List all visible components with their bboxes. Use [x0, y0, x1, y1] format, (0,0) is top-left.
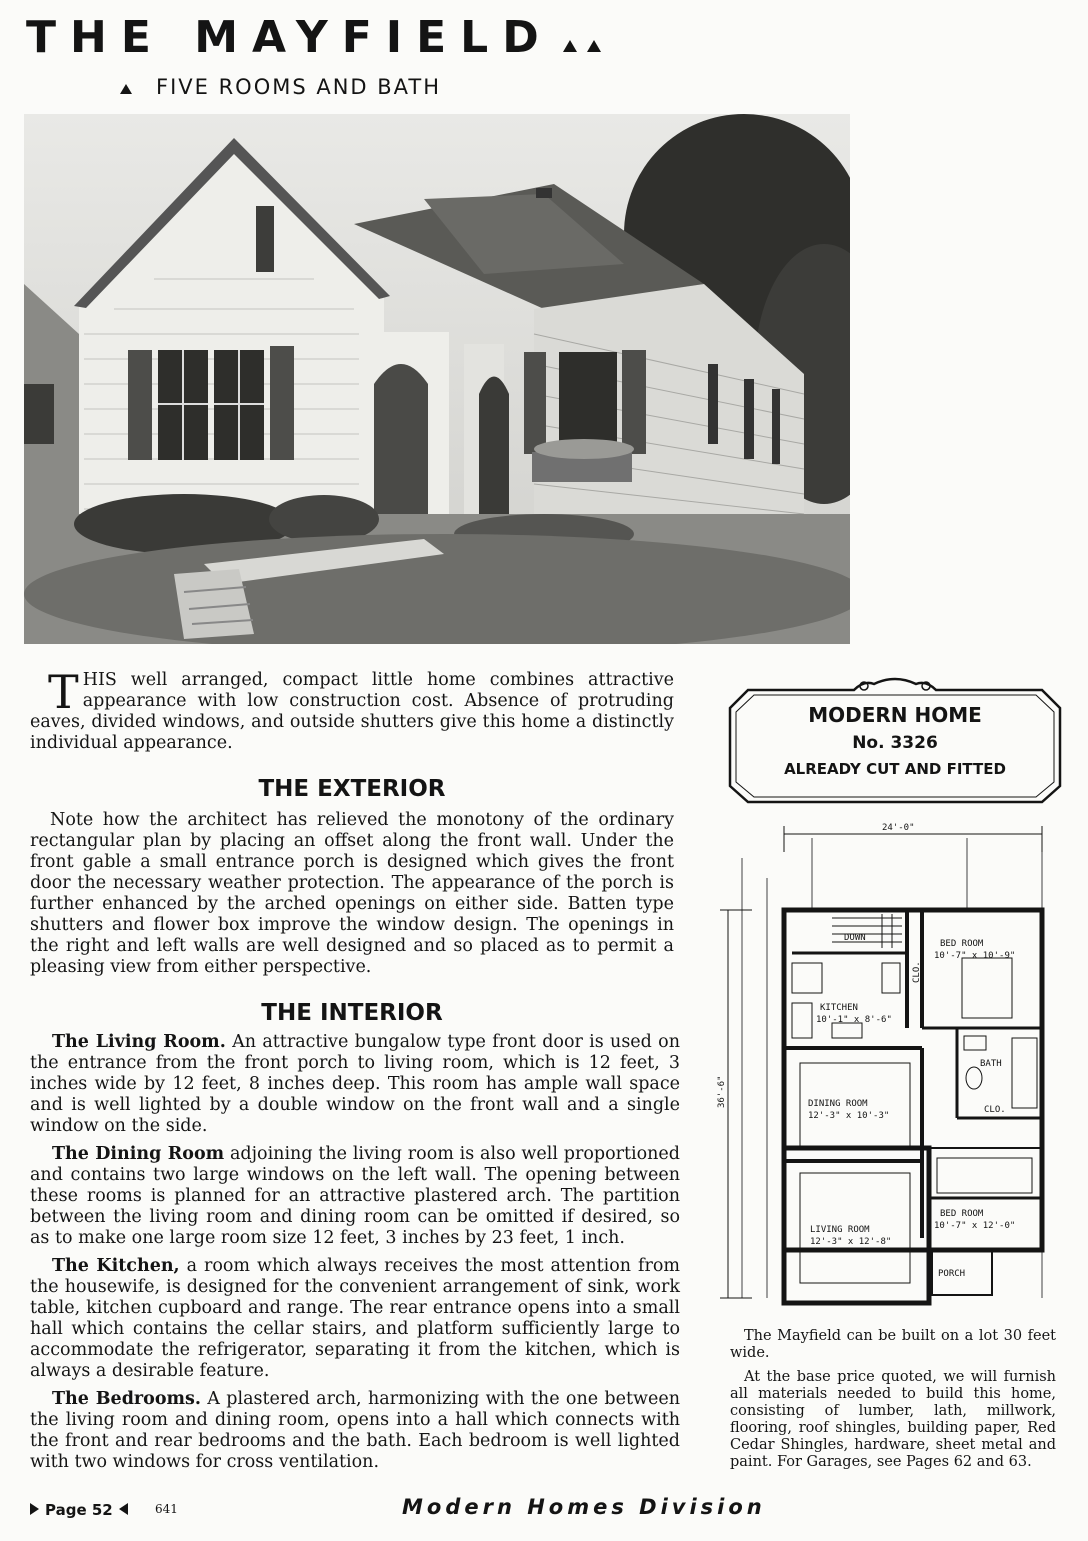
kitchen-label: KITCHEN: [820, 1003, 858, 1013]
catalog-code: 641: [155, 1502, 178, 1516]
floor-plan-drawing: [712, 818, 1072, 1318]
paragraph-lead: The Dining Room: [52, 1144, 225, 1164]
house-photo: [24, 114, 850, 644]
exterior-heading: THE EXTERIOR: [258, 776, 446, 802]
arrow-left-icon: [119, 1503, 128, 1515]
paragraph-text: An attractive bungalow type front door is used on the entrance from the front porch to living room, which is 12 feet, 3 inches wide by 12 feet, 8 inches deep. This room has ample wall space and is well lighted by a double window on the front wall and a single window on the side.: [30, 1032, 680, 1136]
paragraph-lead: The Living Room.: [52, 1032, 226, 1052]
badge-line-1: MODERN HOME: [808, 703, 982, 727]
materials-note: At the base price quoted, we will furnish all materials needed to build this home, consisting of lumber, lath, millwork, flooring, roof shingles, building paper, Red Cedar Shingles, hardware, sheet metal and paint. For Garages, see Pages 62 and 63.: [730, 1369, 1056, 1470]
arrow-right-icon: [30, 1503, 39, 1515]
house-photo-image: [24, 114, 850, 644]
living-room-paragraph: [30, 1032, 680, 1137]
triangle-icon: [563, 40, 577, 52]
bath-closet-label: CLO.: [984, 1105, 1006, 1115]
floor-plan: [712, 818, 1072, 1318]
model-badge: [724, 700, 1066, 782]
living-room-label: LIVING ROOM: [810, 1225, 870, 1235]
division-name: Modern Homes Division: [402, 1495, 766, 1519]
interior-body: [30, 1032, 680, 1480]
dining-room-size: 12'-3" x 10'-3": [808, 1111, 890, 1121]
bath-label: BATH: [980, 1059, 1002, 1069]
dining-room-label: DINING ROOM: [808, 1099, 868, 1109]
page-number: Page 52: [30, 1501, 128, 1519]
triangle-icon: [120, 84, 132, 94]
closet-label: CLO.: [912, 961, 922, 983]
kitchen-size: 10'-1" x 8'-6": [816, 1015, 892, 1025]
rear-bedroom-size: 10'-7" x 10'-9": [934, 951, 1016, 961]
drop-cap: T: [48, 665, 79, 719]
front-bedroom-size: 10'-7" x 12'-0": [934, 1221, 1016, 1231]
page-subtitle: FIVE ROOMS AND BATH: [120, 75, 441, 99]
paragraph-text: a room which always receives the most attention from the housewife, is designed for the convenient arrangement of sink, work table, kitchen cupboard and range. The rear entrance opens into a small hall which contains the cellar stairs, and platform sufficiently large to accommodate the refrigerator, separating it from the kitchen, which is always a desirable feature.: [30, 1256, 680, 1381]
paragraph-lead: The Bedrooms.: [52, 1389, 201, 1409]
badge-line-3: ALREADY CUT AND FITTED: [784, 760, 1006, 778]
page-title: THE MAYFIELD: [26, 12, 601, 63]
plan-caption: [730, 1328, 1056, 1478]
dining-room-paragraph: [30, 1144, 680, 1249]
rear-bedroom-label: BED ROOM: [940, 939, 984, 949]
badge-model-number: No. 3326: [852, 733, 938, 753]
front-bedroom-label: BED ROOM: [940, 1209, 984, 1219]
kitchen-paragraph: [30, 1256, 680, 1382]
living-room-size: 12'-3" x 12'-8": [810, 1237, 892, 1247]
paragraph-text: A plastered arch, harmonizing with the one between the living room and dining room, opens into a hall which connects with the front and rear bedrooms and the bath. Each bedroom is well lighted with two windows for cross ventilation.: [30, 1389, 680, 1472]
stairs-label: DOWN: [844, 933, 866, 943]
intro-paragraph: [30, 665, 674, 754]
depth-dimension: 36'-6": [717, 1075, 727, 1108]
lot-size-note: The Mayfield can be built on a lot 30 feet wide.: [730, 1328, 1056, 1361]
bedrooms-paragraph: [30, 1389, 680, 1473]
interior-heading: THE INTERIOR: [261, 1000, 443, 1026]
paragraph-lead: The Kitchen,: [52, 1256, 180, 1276]
width-dimension: 24'-0": [882, 823, 915, 833]
intro-text: HIS well arranged, compact little home combines attractive appearance with low construction cost. Absence of protruding eaves, divided windows, and outside shutters give this home a distinctly individual appearance.: [30, 670, 674, 753]
exterior-text: Note how the architect has relieved the monotony of the ordinary rectangular plan by placing an offset along the front wall. Under the front gable a small entrance porch is designed which gives the front door the necessary weather protection. The appearance of the porch is further enhanced by the arched openings on either side. Batten type shutters and flower box improve the window design. The openings in the right and left walls are well designed and so placed as to permit a pleasing view from either perspective.: [30, 810, 674, 977]
porch-label: PORCH: [938, 1269, 966, 1279]
triangle-icon: [587, 40, 601, 52]
paragraph-text: adjoining the living room is also well proportioned and contains two large windows on the left wall. The opening between these rooms is planned for an attractive plastered arch. The partition between the living room and dining room can be omitted if desired, so as to make one large room size 12 feet, 3 inches by 23 feet, 1 inch.: [30, 1144, 680, 1248]
